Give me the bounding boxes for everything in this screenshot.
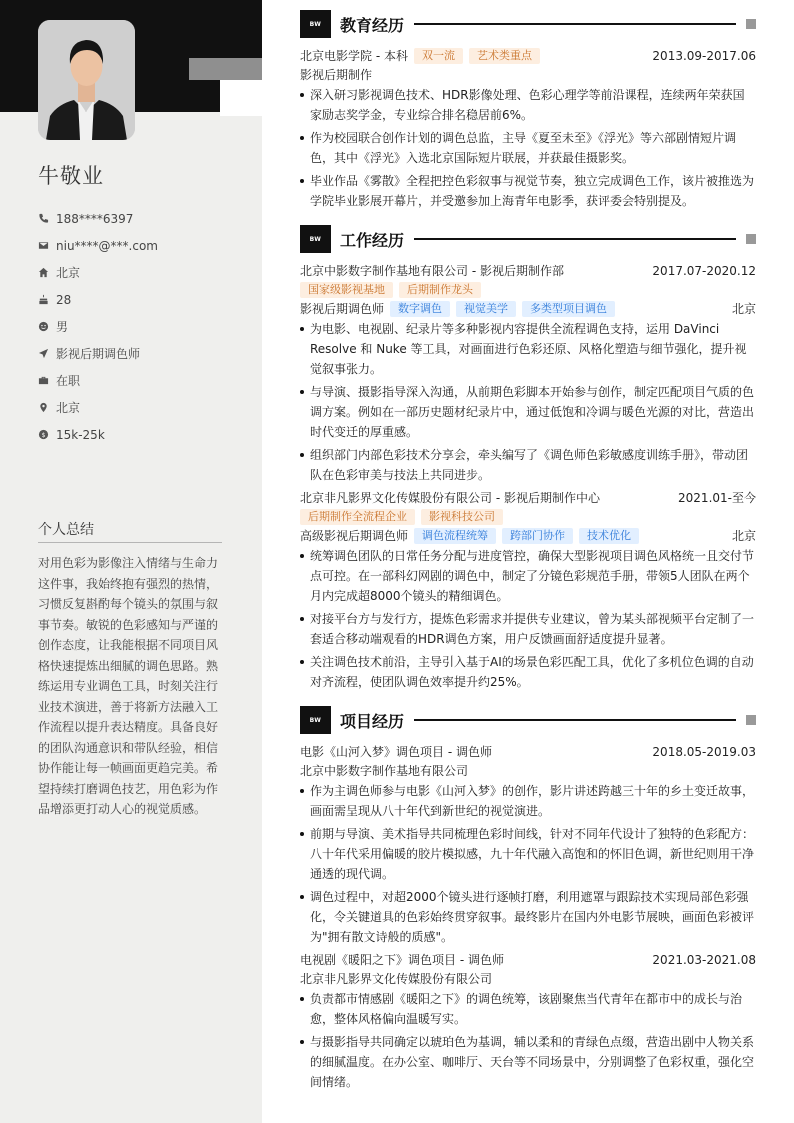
education-date: 2013.09-2017.06 — [652, 48, 756, 63]
section-badge: BW — [300, 706, 331, 734]
job-role: 影视后期调色师 — [300, 302, 385, 316]
bullet-item: 深入研习影视调色技术、HDR影像处理、色彩心理学等前沿课程，连续两年荣获国家励志奖学金，专业综合排名稳居前6%。 — [300, 85, 756, 125]
location-pin-icon — [38, 402, 49, 413]
contact-age-text: 28 — [56, 292, 72, 307]
section-header — [300, 225, 756, 253]
bullet-item: 与摄影指导共同确定以琥珀色为基调，辅以柔和的青绿色点缀，营造出剧中人物关系的细腻温度。在办公室、咖啡厅、天台等不同场景中，分别调整了色彩权重，强化空间情绪。 — [300, 1032, 756, 1092]
bullet-item: 组织部门内部色彩技术分享会，牵头编写了《调色师色彩敏感度训练手册》，带动团队在色彩审美与技法上共同进步。 — [300, 445, 756, 485]
education-section — [300, 10, 756, 211]
contact-position — [38, 340, 158, 367]
job-role-row — [300, 299, 756, 318]
section-header — [300, 706, 756, 734]
section-square-marker — [746, 715, 756, 725]
company-tag: 影视科技公司 — [421, 509, 503, 525]
skill-tag: 视觉美学 — [456, 301, 516, 317]
bullet-item: 作为校园联合创作计划的调色总监，主导《夏至未至》《浮光》等六部剧情短片调色，其中《浮光》入选北京国际短片联展，并获最佳摄影奖。 — [300, 128, 756, 168]
main-content — [300, 10, 756, 1095]
contact-email — [38, 232, 158, 259]
company-tags — [300, 507, 756, 526]
project-bullets — [300, 781, 756, 947]
bullet-item: 为电影、电视剧、纪录片等多种影视内容提供全流程调色支持，运用 DaVinci Resolve 和 Nuke 等工具，对画面进行色彩还原、风格化塑造与细节强化，提升视觉叙事张力。 — [300, 319, 756, 379]
project-name: 电视剧《暖阳之下》调色项目 - 调色师 — [300, 953, 504, 967]
major-row — [300, 65, 756, 84]
svg-text:$: $ — [41, 430, 46, 439]
bullet-item: 与导演、摄影指导深入沟通，从前期色彩脚本开始参与创作，制定匹配项目气质的色调方案。例如在一部历史题材纪录片中，通过低饱和冷调与暖色光源的对比，营造出时代变迁的厚重感。 — [300, 382, 756, 442]
section-rule — [414, 719, 736, 721]
section-badge: BW — [300, 10, 331, 38]
job-date: 2017.07-2020.12 — [652, 263, 756, 278]
job-bullets — [300, 319, 756, 485]
gender-icon — [38, 321, 49, 332]
skill-tag: 多类型项目调色 — [522, 301, 615, 317]
briefcase-icon — [38, 375, 49, 386]
contact-phone-text: 188****6397 — [56, 211, 134, 226]
project-title-row — [300, 742, 756, 761]
projects-section — [300, 706, 756, 1092]
summary-section — [38, 519, 222, 820]
job-role: 高级影视后期调色师 — [300, 529, 409, 543]
job-company: 北京中影数字制作基地有限公司 - 影视后期制作部 — [300, 264, 564, 278]
project-org: 北京中影数字制作基地有限公司 — [300, 764, 469, 778]
skill-tag: 技术优化 — [579, 528, 639, 544]
contact-gender-text: 男 — [56, 320, 69, 334]
section-title: 项目经历 — [340, 711, 405, 731]
section-title: 工作经历 — [340, 230, 405, 250]
major: 影视后期制作 — [300, 68, 373, 82]
project-date: 2021.03-2021.08 — [652, 952, 756, 967]
section-square-marker — [746, 234, 756, 244]
contact-position-text: 影视后期调色师 — [56, 347, 141, 361]
project-bullets — [300, 989, 756, 1092]
company-tags — [300, 280, 756, 299]
job-entry — [300, 261, 756, 485]
job-entry — [300, 488, 756, 692]
education-row — [300, 46, 756, 65]
skill-tag: 跨部门协作 — [502, 528, 573, 544]
contact-status-text: 在职 — [56, 374, 81, 388]
contact-email-text: niu****@***.com — [56, 238, 158, 253]
header-decor-bar — [189, 58, 262, 80]
project-org-row — [300, 969, 756, 988]
person-name: 牛敬业 — [38, 164, 104, 188]
section-rule — [414, 238, 736, 240]
bullet-item: 前期与导演、美术指导共同梳理色彩时间线，针对不同年代设计了独特的色彩配方：八十年代采用偏暖的胶片模拟感，九十年代融入高饱和的怀旧色调，新世纪则用干净通透的现代调。 — [300, 824, 756, 884]
section-header — [300, 10, 756, 38]
company-tag: 后期制作龙头 — [399, 282, 481, 298]
sidebar — [0, 0, 262, 1123]
project-name: 电影《山河入梦》调色项目 - 调色师 — [300, 745, 492, 759]
contact-status — [38, 367, 158, 394]
school-tag: 双一流 — [414, 48, 463, 64]
salary-icon — [38, 429, 49, 440]
company-tag: 国家级影视基地 — [300, 282, 393, 298]
work-section — [300, 225, 756, 692]
job-company: 北京非凡影界文化传媒股份有限公司 - 影视后期制作中心 — [300, 491, 600, 505]
school-name: 北京电影学院 - 本科 — [300, 49, 408, 63]
project-title-row — [300, 950, 756, 969]
birthday-cake-icon — [38, 294, 49, 305]
contact-salary-text: 15k-25k — [56, 427, 105, 442]
contact-home-text: 北京 — [56, 266, 81, 280]
job-company-row — [300, 261, 756, 280]
home-icon — [38, 267, 49, 278]
contact-phone — [38, 205, 158, 232]
bullet-item: 作为主调色师参与电影《山河入梦》的创作，影片讲述跨越三十年的乡土变迁故事，画面需呈现从八十年代到新世纪的视觉演进。 — [300, 781, 756, 821]
job-bullets — [300, 546, 756, 692]
job-company-row — [300, 488, 756, 507]
bullet-item: 调色过程中，对超2000个镜头进行逐帧打磨，利用遮罩与跟踪技术实现局部色彩强化，令关键道具的色彩始终贯穿叙事。最终影片在国内外电影节展映，画面色彩被评为"拥有散文诗般的质感"。 — [300, 887, 756, 947]
email-icon — [38, 240, 49, 251]
company-tag: 后期制作全流程企业 — [300, 509, 415, 525]
bullet-item: 关注调色技术前沿，主导引入基于AI的场景色彩匹配工具，优化了多机位色调的自动对齐流程，使团队调色效率提升约25%。 — [300, 652, 756, 692]
job-city: 北京 — [731, 302, 756, 316]
contact-home — [38, 259, 158, 286]
project-org-row — [300, 761, 756, 780]
bullet-item: 毕业作品《雾散》全程把控色彩叙事与视觉节奏，独立完成调色工作，该片被推选为学院毕业影展开幕片，并受邀参加上海青年电影季，获评委会特别提及。 — [300, 171, 756, 211]
section-title: 教育经历 — [340, 15, 405, 35]
phone-icon — [38, 213, 49, 224]
job-role-row — [300, 526, 756, 545]
skill-tag: 调色流程统筹 — [414, 528, 496, 544]
send-icon — [38, 348, 49, 359]
bullet-item: 对接平台方与发行方，提炼色彩需求并提供专业建议，曾为某头部视频平台定制了一套适合移动端观看的HDR调色方案，用户反馈画面舒适度提升显著。 — [300, 609, 756, 649]
project-entry — [300, 950, 756, 1092]
bullet-item: 统筹调色团队的日常任务分配与进度管控，确保大型影视项目调色风格统一且交付节点可控。在一部科幻网剧的调色中，制定了分镜色彩规范手册，带领5人团队在两个月内完成超8000个镜头的精细调色。 — [300, 546, 756, 606]
job-date: 2021.01-至今 — [678, 491, 756, 505]
project-date: 2018.05-2019.03 — [652, 744, 756, 759]
project-org: 北京非凡影界文化传媒股份有限公司 — [300, 972, 493, 986]
school-tag: 艺术类重点 — [469, 48, 540, 64]
contact-age — [38, 286, 158, 313]
contact-salary — [38, 421, 158, 448]
summary-text: 对用色彩为影像注入情绪与生命力这件事，我始终抱有强烈的热情，习惯反复斟酌每个镜头的氛围与叙事节奏。敏锐的色彩感知与严谨的创作态度，让我能根据不同项目风格快速提炼出细腻的调色思路。熟练运用专业调色工具，时刻关注行业技术演进，善于将新方法融入工作流程以提升表达精度。具备良好的团队沟通意识和带队经验，相信协作能让每一帧画面更趋完美。希望持续打磨调色技艺，用色彩为作品增添更打动人心的视觉质感。 — [38, 556, 219, 816]
contact-city — [38, 394, 158, 421]
person-portrait-icon — [38, 20, 135, 140]
job-city: 北京 — [731, 529, 756, 543]
section-badge: BW — [300, 225, 331, 253]
section-square-marker — [746, 19, 756, 29]
contact-gender — [38, 313, 158, 340]
project-entry — [300, 742, 756, 947]
bullet-item: 负责都市情感剧《暖阳之下》的调色统筹，该剧聚焦当代青年在都市中的成长与治愈，整体风格偏向温暖写实。 — [300, 989, 756, 1029]
section-rule — [414, 23, 736, 25]
contact-list — [38, 205, 158, 448]
skill-tag: 数字调色 — [390, 301, 450, 317]
education-bullets — [300, 85, 756, 211]
contact-city-text: 北京 — [56, 401, 81, 415]
profile-photo — [38, 20, 135, 140]
summary-title: 个人总结 — [38, 519, 222, 543]
